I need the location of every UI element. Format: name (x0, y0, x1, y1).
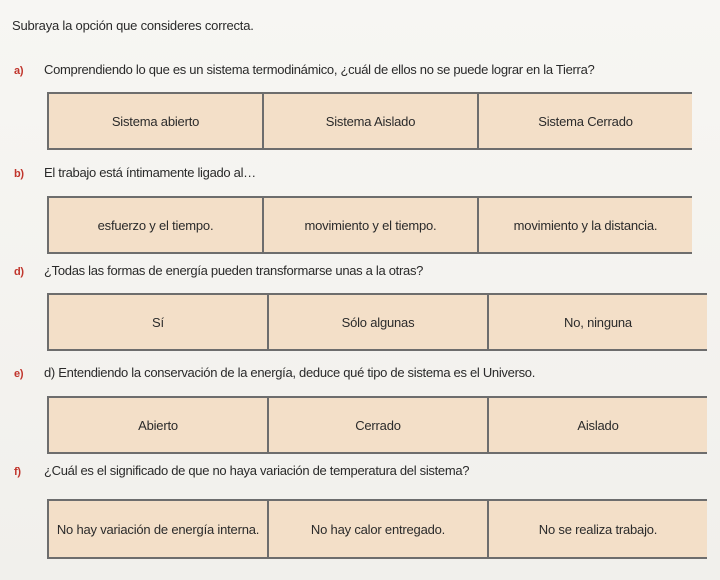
question-letter: e) (14, 368, 24, 380)
question-f (14, 463, 469, 478)
option-d-1[interactable]: Sí (47, 295, 269, 349)
option-b-1[interactable]: esfuerzo y el tiempo. (47, 198, 264, 252)
question-text: ¿Cuál es el significado de que no haya variación de temperatura del sistema? (44, 463, 470, 478)
question-letter: f) (14, 466, 21, 478)
option-b-2[interactable]: movimiento y el tiempo. (264, 198, 479, 252)
question-text: El trabajo está íntimamente ligado al… (44, 165, 256, 180)
question-d (14, 263, 423, 278)
option-f-1[interactable]: No hay variación de energía interna. (47, 501, 269, 557)
options-row-b (47, 196, 692, 254)
option-b-3[interactable]: movimiento y la distancia. (513, 217, 658, 233)
option-e-1[interactable]: Abierto (47, 398, 269, 452)
question-letter: a) (14, 65, 24, 77)
option-d-2[interactable]: Sólo algunas (269, 295, 489, 349)
option-f-3[interactable]: No se realiza trabajo. (538, 521, 658, 537)
question-letter: b) (14, 168, 24, 180)
question-text: d) Entendiendo la conservación de la energía, deduce qué tipo de sistema es el Universo. (44, 365, 536, 380)
question-text: ¿Todas las formas de energía pueden transformarse unas a la otras? (44, 263, 424, 278)
options-row-a (47, 92, 692, 150)
question-text: Comprendiendo lo que es un sistema termodinámico, ¿cuál de ellos no se puede lograr en la Tierra? (44, 62, 595, 77)
option-a-1[interactable]: Sistema abierto (47, 94, 264, 148)
option-a-3[interactable]: Sistema Cerrado (538, 113, 633, 129)
option-f-2[interactable]: No hay calor entregado. (269, 501, 489, 557)
question-e (14, 365, 535, 380)
question-a (14, 62, 594, 77)
option-e-3[interactable]: Aislado (577, 417, 619, 433)
options-row-f (47, 499, 707, 559)
option-e-2[interactable]: Cerrado (269, 398, 489, 452)
option-a-2[interactable]: Sistema Aislado (264, 94, 479, 148)
options-row-e (47, 396, 707, 454)
instruction-text: Subraya la opción que consideres correcta. (12, 18, 254, 33)
option-d-3[interactable]: No, ninguna (564, 314, 632, 330)
question-letter: d) (14, 266, 24, 278)
question-b (14, 165, 256, 180)
options-row-d (47, 293, 707, 351)
